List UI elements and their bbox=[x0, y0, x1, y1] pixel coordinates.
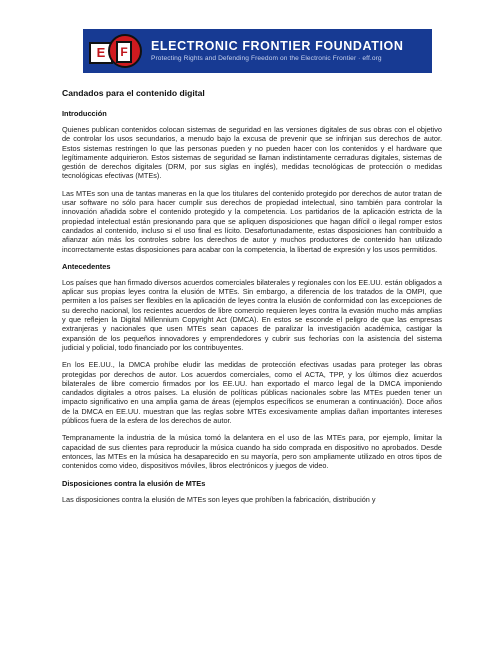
section-introduccion bbox=[62, 109, 442, 254]
paragraph: En los EE.UU., la DMCA prohíbe eludir las medidas de protección efectivas usadas para proteger las obras protegidas por derechos de autor. Los acuerdos comerciales, como el ACTA, TPP, y los últimos diez acuerdos bilaterales de libre comercio firmados por los EE.UU. han exportado el marco legal de la DMCA imponiendo candados digitales a otros países. La elusión de políticas públicas nacionales sobre las MTEs pueden tener un impacto significativo en una amplia gama de áreas (ejemplos específicos se enumeran a continuación). Doce años de la DMCA en EE.UU. muestran que las reglas sobre MTEs excesivamente amplias dañan importantes intereses públicos fuera de la esfera de los derechos de autor. bbox=[62, 360, 442, 426]
banner-text bbox=[147, 39, 403, 64]
paragraph: Quienes publican contenidos colocan sistemas de seguridad en las versiones digitales de sus obras con el objetivo de controlar los usos secundarios, a menudo bajo la excusa de prevenir que se infrinjan sus derechos de autor. Estos sistemas restringen lo que las personas pueden y no pueden hacer con los contenidos y el hardware que legítimamente adquirieron. Estos sistemas de seguridad se llaman indistintamente cerraduras digitales, sistemas de gestión de derechos digitales (DRM, por sus siglas en inglés), medidas tecnológicas de protección o medidas tecnológicas efectivas (MTEs). bbox=[62, 125, 442, 181]
document-title: Candados para el contenido digital bbox=[62, 88, 205, 98]
section-disposiciones bbox=[62, 479, 442, 504]
org-name: ELECTRONIC FRONTIER FOUNDATION bbox=[151, 38, 404, 53]
section-antecedentes bbox=[62, 262, 442, 471]
document-body bbox=[62, 88, 442, 512]
eff-logo bbox=[83, 29, 147, 73]
paragraph: Los países que han firmado diversos acuerdos comerciales bilaterales y regionales con los EE.UU. están obligados a aplicar sus propias leyes contra la elusión de MTEs. Sin embargo, a diferencia de los tratados de la OMPI, que permiten a los países ser flexibles en la aplicación de leyes contra la elusión de conformidad con las excepciones de su derecho nacional, los recientes acuerdos de libre comercio requieren leyes contra la evasión mucho más amplias y que reflejen la Digital Millennium Copyright Act (DMCA). En estos se esconde el peligro de que las empresas extranjeras y nacionales que usen MTEs sean capaces de paralizar la investigación académica, castigar la expansión de los pequeños innovadores y emprendedores y cubrir sus fechorías con la asistencia del sistema judicial y policial, todo financiado por los contribuyentes. bbox=[62, 277, 442, 352]
paragraph: Las disposiciones contra la elusión de MTEs son leyes que prohíben la fabricación, distribución y bbox=[62, 494, 376, 504]
logo-letter-left: E bbox=[89, 42, 113, 64]
paragraph: Tempranamente la industria de la música tomó la delantera en el uso de las MTEs para, por ejemplo, limitar la capacidad de sus clientes para reproducir la música cuando ha sido comprada en dispositivo no aprobados. Desde entonces, las MTEs en la música ha desaparecido en su mayoría, pero son ampliamente utilizado en otros tipos de contenidos como video, dispositivos móviles, libros electrónicos y juegos de video. bbox=[62, 433, 442, 471]
logo-letter-right: F bbox=[116, 41, 132, 63]
section-heading: Introducción bbox=[62, 109, 107, 118]
section-heading: Antecedentes bbox=[62, 261, 111, 271]
eff-banner[interactable] bbox=[83, 29, 432, 73]
tagline: Protecting Rights and Defending Freedom on the Electronic Frontier · eff.org bbox=[151, 54, 382, 62]
section-heading: Disposiciones contra la elusión de MTEs bbox=[62, 478, 206, 488]
paragraph: Las MTEs son una de tantas maneras en la que los titulares del contenido protegido por derechos de autor tratan de usar software no sólo para hacer cumplir sus derechos de propiedad intelectual, sino también para controlar la innovación añadida sobre el contenido protegido y la competencia. Los partidarios de la aplicación estricta de la propiedad intelectual están presionando para que se apliquen disposiciones que hagan difícil o ilegal romper estos candados al contenido, incluso si el uso final es lícito. Desafortunadamente, estas disposiciones han contribuido a afianzar aún más los controles sobre los derechos de autor y muchos productores de contenido han utilizado incorrectamente estas disposiciones para acabar con la competencia, la libertad de expresión y los usos permitidos. bbox=[62, 188, 442, 254]
